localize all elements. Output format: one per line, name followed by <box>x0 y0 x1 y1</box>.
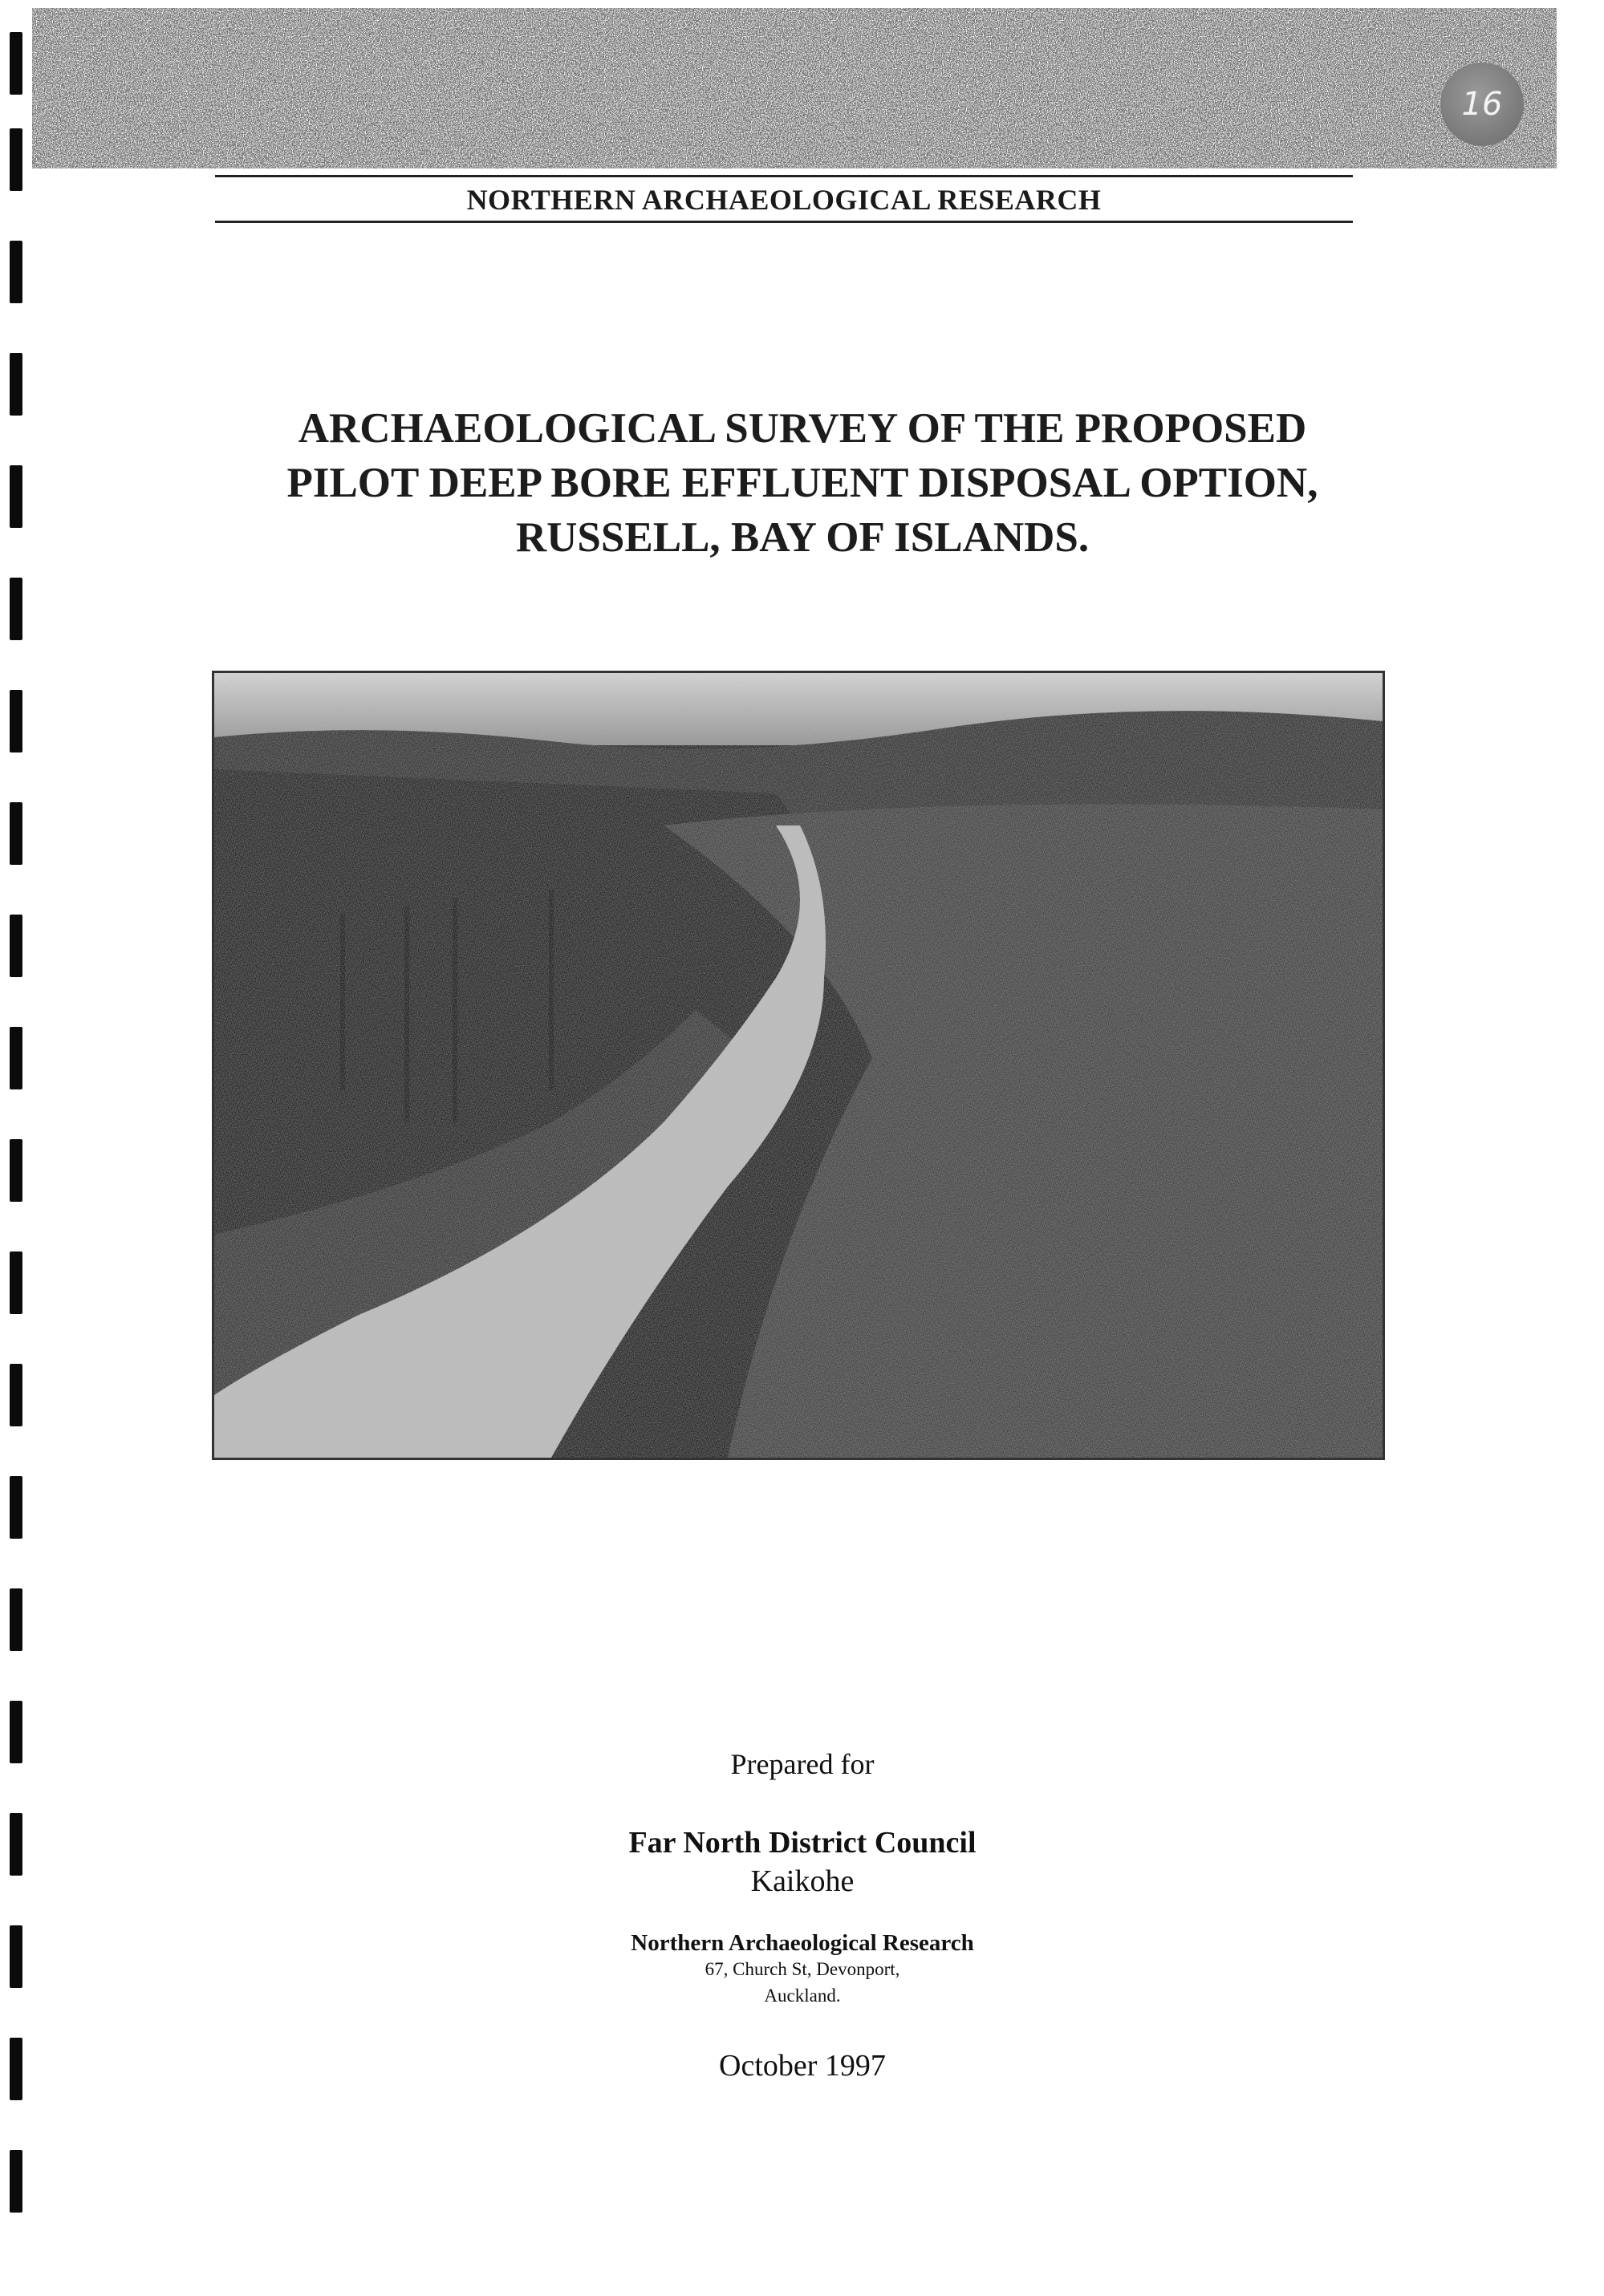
author-address-line1: 67, Church St, Devonport, <box>705 1959 900 1979</box>
author-address-line2: Auckland. <box>764 1986 841 2006</box>
binding-hole <box>10 1027 22 1089</box>
client-name: Far North District Council <box>628 1826 977 1860</box>
binding-hole <box>10 1476 22 1539</box>
header-rule-top <box>215 175 1353 177</box>
binding-hole <box>10 915 22 977</box>
report-title <box>177 401 1428 565</box>
page-number-stamp: 16 <box>1440 63 1524 146</box>
title-line: ARCHAEOLOGICAL SURVEY OF THE PROPOSED <box>298 405 1307 452</box>
binding-hole <box>10 2150 22 2213</box>
binding-hole <box>10 1813 22 1876</box>
binding-hole <box>10 1251 22 1314</box>
report-date: October 1997 <box>719 2049 886 2083</box>
binding-hole <box>10 32 22 95</box>
title-line: PILOT DEEP BORE EFFLUENT DISPOSAL OPTION, <box>286 460 1318 506</box>
binding-hole <box>10 128 22 191</box>
binding-hole <box>10 2038 22 2100</box>
scan-noise-top <box>32 8 1557 168</box>
binding-hole <box>10 241 22 303</box>
binding-hole <box>10 690 22 752</box>
header-rule-bottom <box>215 221 1353 223</box>
prepared-for-label: Prepared for <box>730 1748 875 1780</box>
client-location: Kaikohe <box>750 1864 855 1898</box>
binding-hole <box>10 578 22 640</box>
author-org: Northern Archaeological Research <box>631 1930 974 1956</box>
binding-holes <box>10 32 34 2278</box>
binding-hole <box>10 1701 22 1763</box>
binding-hole <box>10 802 22 865</box>
binding-hole <box>10 353 22 416</box>
binding-hole <box>10 1588 22 1651</box>
binding-hole <box>10 465 22 528</box>
binding-hole <box>10 1925 22 1988</box>
binding-hole <box>10 1139 22 1202</box>
header-org-name: NORTHERN ARCHAEOLOGICAL RESEARCH <box>466 184 1102 216</box>
title-line: RUSSELL, BAY OF ISLANDS. <box>515 514 1090 561</box>
binding-hole <box>10 1364 22 1426</box>
cover-photo <box>212 671 1385 1460</box>
